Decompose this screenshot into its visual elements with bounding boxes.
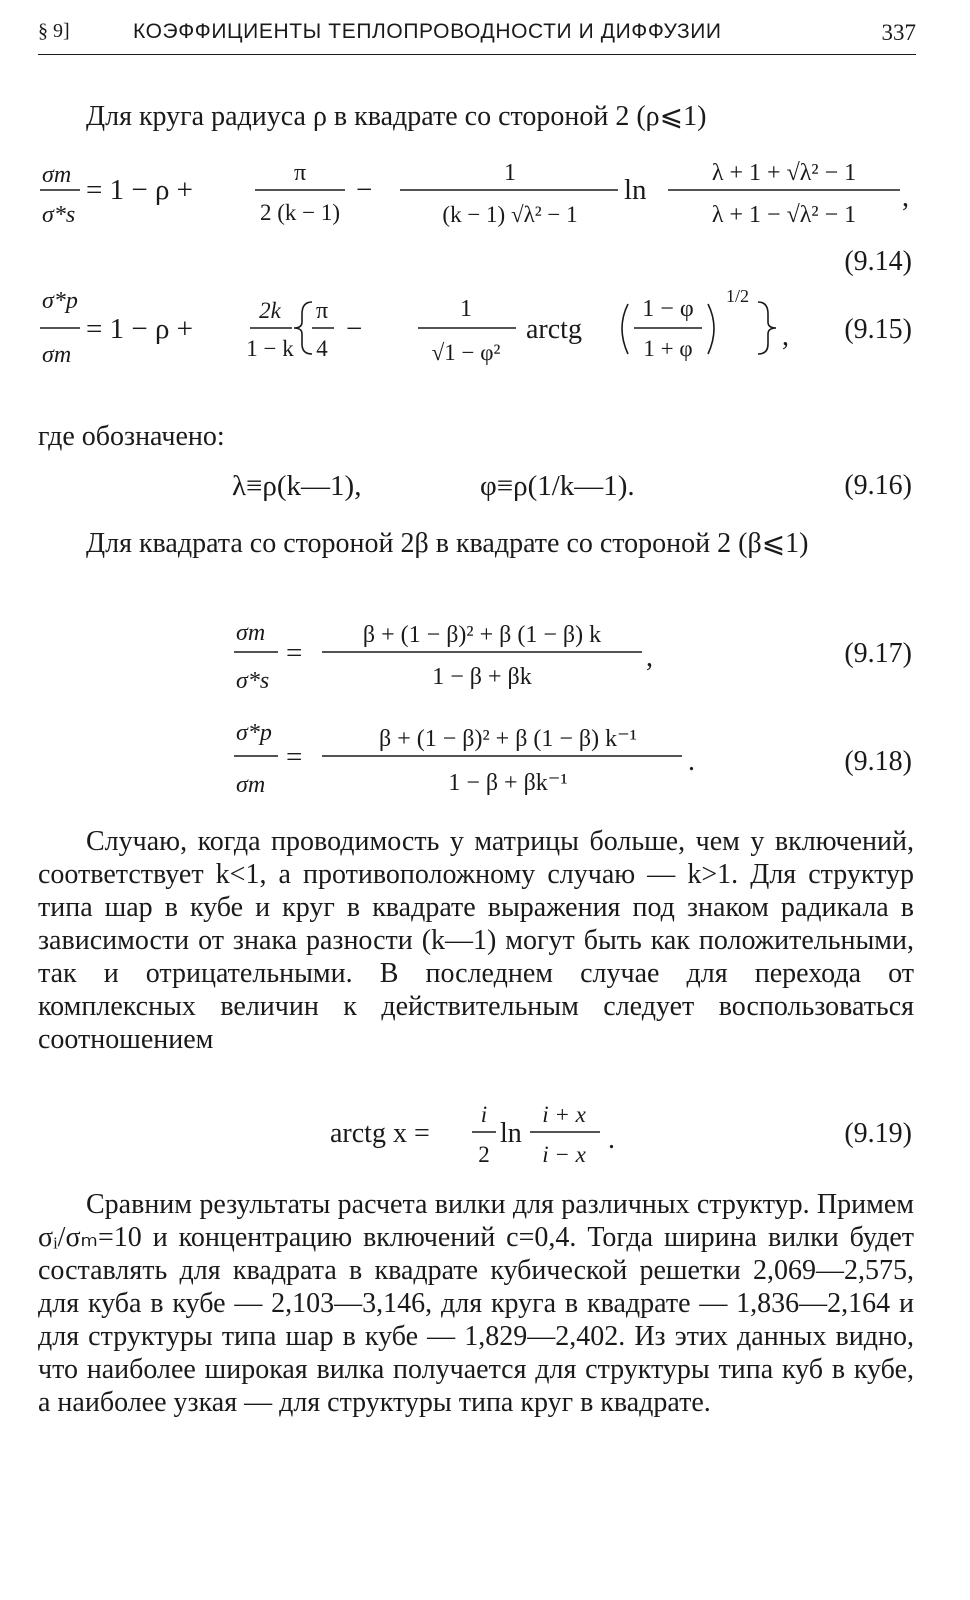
eq914-minus: −	[356, 174, 373, 206]
eq919-lhs: arctg x =	[330, 1118, 430, 1149]
eq915-number: (9.15)	[844, 314, 912, 345]
eq918-number: (9.18)	[844, 746, 912, 777]
eq914-frac2-den: (k − 1) √λ² − 1	[442, 202, 578, 227]
eq914-lhs-num: σm	[42, 162, 72, 188]
eq914-comma: ,	[902, 182, 909, 213]
eq919-frac2-den: i − x	[542, 1142, 586, 1167]
equations-9-17-9-18	[0, 610, 970, 810]
eq914-frac3-den: λ + 1 − √λ² − 1	[711, 202, 857, 228]
eq918-rhs-den: 1 − β + βk⁻¹	[448, 770, 568, 796]
eq918-rhs-num: β + (1 − β)² + β (1 − β) k⁻¹	[378, 726, 638, 752]
eq919-number: (9.19)	[844, 1118, 912, 1149]
eq917-lhs-den: σ*s	[236, 668, 270, 694]
eq919-frac1-den: 2	[478, 1142, 490, 1167]
running-title: КОЭФФИЦИЕНТЫ ТЕПЛОПРОВОДНОСТИ И ДИФФУЗИИ	[133, 20, 722, 43]
eq915-lhs-num: σ*p	[42, 288, 78, 314]
eq917-comma: ,	[646, 642, 653, 673]
paragraph-circle-in-square: Для круга радиуса ρ в квадрате со стороной 2 (ρ⩽1)	[86, 101, 707, 132]
eq917-rhs-num: β + (1 − β)² + β (1 − β) k	[362, 622, 602, 648]
eq914-frac1-num: π	[293, 160, 307, 186]
header-rule	[38, 54, 916, 55]
eq914-frac2-num: 1	[504, 160, 516, 186]
eq918-lhs-den: σm	[236, 772, 266, 798]
eq915-power: 1/2	[726, 286, 750, 306]
section-marker: § 9]	[38, 20, 70, 42]
eq917-lhs-num: σm	[236, 620, 266, 646]
eq918-equals: =	[286, 741, 303, 773]
eq915-frac4-num: 1 − φ	[642, 296, 694, 322]
eq919-frac1-num: i	[480, 1102, 488, 1127]
eq915-arctg: arctg	[526, 314, 582, 345]
eq919-frac2-num: i + x	[542, 1102, 586, 1127]
paragraph-conductivity-cases: Случаю, когда проводимость у матрицы больше, чем у включений, соответствует k<1, а противоположному случаю — k>1. Для структур типа шар в кубе и круг в квадрате выражения под знаком радикала в зависимости от знака разности (k—1) могут быть как положительными, так и отрицательными. В последнем случае для перехода от комплексных величин к действительным следует воспользоваться соотношением	[38, 826, 914, 1055]
paragraph-where-denoted: где обозначено:	[38, 421, 225, 452]
eq914-frac3-num: λ + 1 + √λ² − 1	[711, 160, 857, 186]
eq916-right: φ≡ρ(1/k—1).	[480, 470, 635, 502]
eq917-equals: =	[286, 637, 303, 669]
paragraph-square-in-square: Для квадрата со стороной 2β в квадрате со стороной 2 (β⩽1)	[86, 528, 809, 559]
eq915-left-brace	[294, 302, 312, 354]
eq914-frac1-den: 2 (k − 1)	[259, 200, 341, 225]
eq914-number: (9.14)	[844, 246, 912, 277]
eq915-frac3-den: √1 − φ²	[431, 340, 501, 365]
page-number: 337	[881, 20, 916, 45]
paragraph-comparison-results: Сравним результаты расчета вилки для различных структур. Примем σᵢ/σₘ=10 и концентрацию включений c=0,4. Тогда ширина вилки будет составлять для квадрата в квадрате кубической решетки 2,069—2,575, для куба в кубе — 2,103—3,146, для круга в квадрате — 1,836—2,164 и для структуры типа шар в кубе — 1,829—2,402. Из этих данных видно, что наиболее широкая вилка получается для структуры типа куб в кубе, а наиболее узкая — для структуры типа круг в квадрате.	[38, 1189, 914, 1418]
eq918-lhs-num: σ*p	[236, 720, 272, 746]
eq915-lhs-den: σm	[42, 342, 72, 368]
eq915-right-brace	[758, 302, 776, 354]
eq917-rhs-den: 1 − β + βk	[432, 664, 532, 690]
eq915-right-paren	[708, 304, 714, 354]
eq915-left-paren	[622, 304, 628, 354]
eq914-lhs-den: σ*s	[42, 202, 76, 228]
eq915-comma: ,	[782, 321, 789, 352]
eq919-ln: ln	[500, 1118, 522, 1149]
eq915-frac4-den: 1 + φ	[643, 336, 693, 361]
equation-9-19	[0, 1098, 970, 1178]
eq914-term1: = 1 − ρ +	[86, 174, 194, 206]
eq915-frac2-num: π	[315, 298, 329, 324]
eq915-minus: −	[346, 313, 363, 345]
eq916-number: (9.16)	[844, 470, 912, 501]
eq915-term1: = 1 − ρ +	[86, 313, 194, 345]
eq919-dot: .	[608, 1124, 615, 1155]
eq914-ln: ln	[624, 174, 647, 206]
eq915-frac2-den: 4	[316, 336, 328, 361]
eq917-number: (9.17)	[844, 638, 912, 669]
eq915-frac1-num: 2k	[259, 298, 281, 323]
eq915-frac1-den: 1 − k	[246, 336, 294, 361]
eq916-left: λ≡ρ(k—1),	[232, 470, 362, 502]
eq918-dot: .	[688, 746, 695, 777]
equation-9-14	[0, 140, 970, 430]
running-header	[38, 14, 916, 58]
eq915-frac3-num: 1	[460, 296, 472, 322]
